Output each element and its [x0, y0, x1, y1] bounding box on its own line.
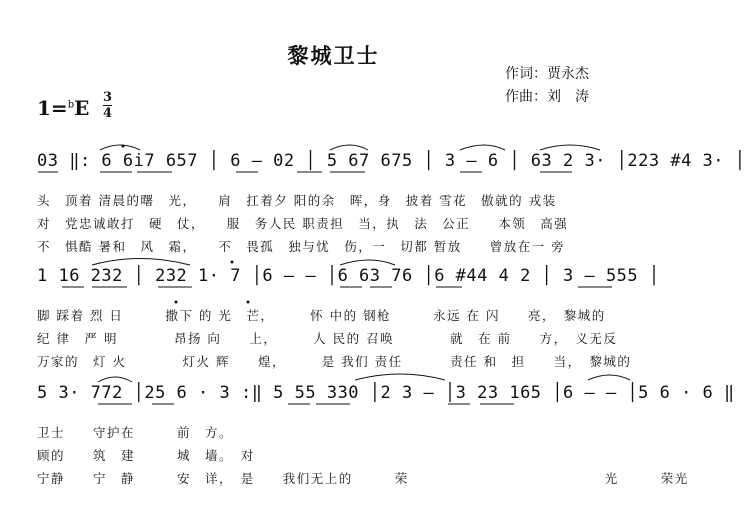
octave-dot: [247, 301, 250, 304]
octave-dot: [175, 301, 178, 304]
lyric-line-1-3: 不 惧酷 暑和 风 霜， 不 畏孤 独与忧 伤，一 切都 暂放 曾放在一 旁: [37, 239, 566, 254]
slur: [460, 145, 505, 150]
key-note: E: [74, 96, 90, 120]
lyric-line-3-1: 卫士 守护在 前 方。: [37, 425, 234, 440]
composer-credit: 作曲：刘 涛: [505, 89, 589, 105]
key-prefix: 1=: [37, 96, 68, 120]
octave-dot: [231, 261, 234, 264]
slur: [588, 375, 630, 380]
slur: [100, 145, 140, 150]
lyric-line-3-3: 宁静 宁 静 安 详， 是 我们无上的 荣 光 荣光: [37, 471, 689, 486]
time-denominator: 4: [103, 106, 113, 121]
lyric-line-2-2: 纪 律 严 明 昂扬 向 上， 人 民的 召唤 就 在 前 方， 义无反: [37, 331, 618, 346]
slur: [355, 374, 445, 380]
lyric-line-3-2: 顾的 筑 建 城 墙。 对: [37, 448, 255, 463]
key-flat: b: [67, 99, 75, 111]
notation-line-3: 5 3· 772 │25 6 · 3 :‖ 5 55 330 │2 3 – │3 23 165 │6 – – │5 6 · 6 ‖: [37, 383, 735, 403]
lyric-line-2-3: 万家的 灯 火 灯火 辉 煌， 是 我们 责任 责任 和 担 当， 黎城的: [37, 354, 632, 369]
song-title: 黎城卫士: [287, 43, 380, 68]
slur: [98, 377, 132, 382]
time-numerator: 3: [103, 90, 113, 105]
octave-dot: [122, 145, 125, 148]
slur: [92, 259, 190, 266]
lyricist-credit: 作词：贾永杰: [505, 66, 589, 82]
slur: [340, 260, 395, 265]
slur: [540, 145, 600, 150]
lyric-line-1-1: 头 顶着 清晨的曙 光， 肩 扛着夕 阳的余 晖，身 披着 雪花 傲就的 戎装: [37, 193, 557, 208]
notation-line-2: 1 16 232 │ 232 1· 7 │6 – – │6 63 76 │6 #44 4 2 │ 3 – 555 │: [37, 266, 660, 286]
lyric-line-2-1: 脚 踩着 烈 日 撒下 的 光 芒， 怀 中的 钢枪 永远 在 闪 亮， 黎城的: [37, 308, 606, 323]
notation-line-1: 03 ‖: 6 6i7 657 │ 6 – 02 │ 5 67 675 │ 3 – 6 │ 63 2 3· │223 #4 3· │: [37, 151, 746, 171]
slur: [330, 145, 368, 150]
lyric-line-1-2: 对 党忠诚敢打 硬 仗， 服 务人民 职责担 当，执 法 公正 本领 高强: [37, 216, 569, 231]
